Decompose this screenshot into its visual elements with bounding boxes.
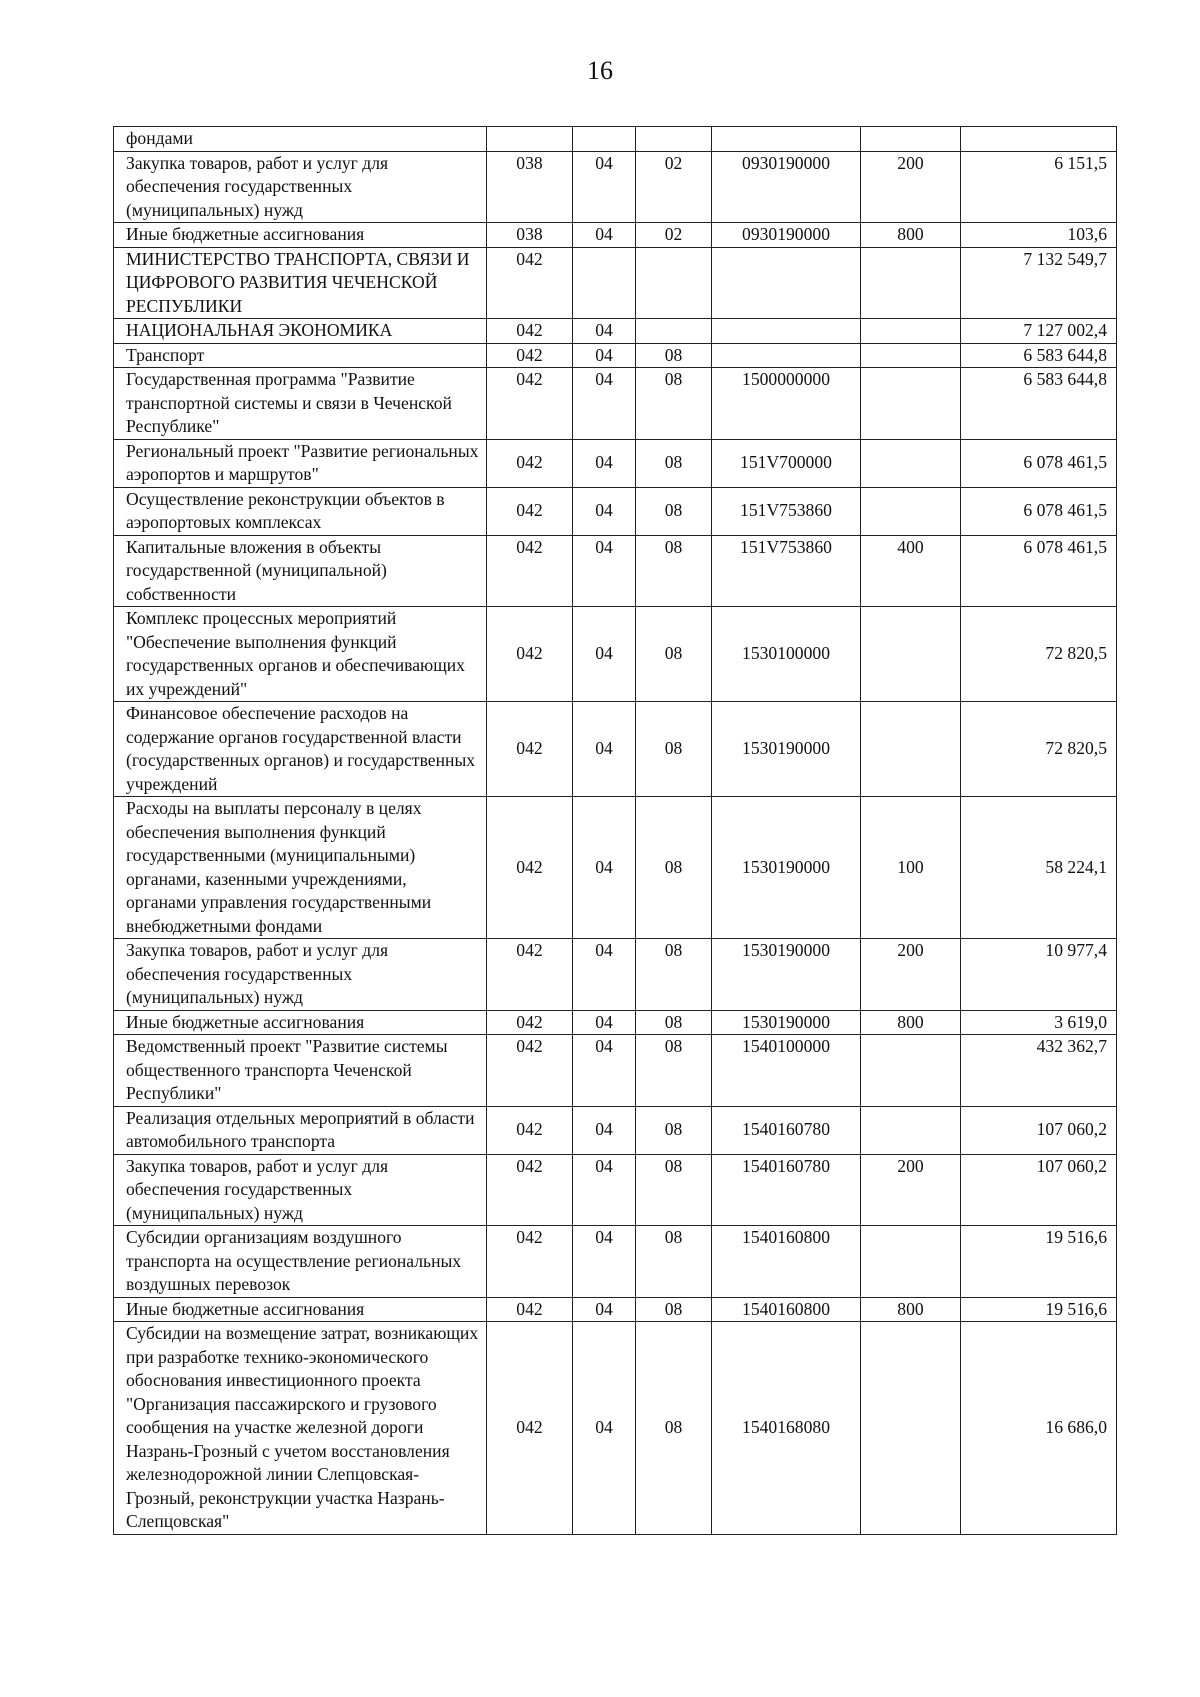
target-article-code-cell: 1540160800 <box>712 1226 861 1298</box>
amount-cell: 72 820,5 <box>961 702 1117 797</box>
row-name-cell: НАЦИОНАЛЬНАЯ ЭКОНОМИКА <box>114 319 487 344</box>
subsection-code-cell: 08 <box>636 1106 712 1154</box>
expense-type-code-cell: 100 <box>861 797 961 939</box>
ministry-code-cell: 042 <box>487 797 573 939</box>
section-code-cell <box>573 127 636 152</box>
row-name-cell: Осуществление реконструкции объектов в аэропортовых комплексах <box>114 487 487 535</box>
target-article-code-cell <box>712 319 861 344</box>
row-name-cell: Закупка товаров, работ и услуг для обеспечения государственных (муниципальных) нужд <box>114 151 487 223</box>
expense-type-code-cell <box>861 368 961 440</box>
ministry-code-cell: 042 <box>487 535 573 607</box>
ministry-code-cell: 042 <box>487 343 573 368</box>
ministry-code-cell: 042 <box>487 1010 573 1035</box>
table-row <box>114 439 1117 487</box>
subsection-code-cell: 08 <box>636 1322 712 1535</box>
amount-cell: 6 078 461,5 <box>961 439 1117 487</box>
subsection-code-cell: 08 <box>636 439 712 487</box>
target-article-code-cell: 1540100000 <box>712 1035 861 1107</box>
expense-type-code-cell <box>861 127 961 152</box>
target-article-code-cell: 1540160780 <box>712 1154 861 1226</box>
expense-type-code-cell <box>861 343 961 368</box>
subsection-code-cell: 08 <box>636 343 712 368</box>
amount-cell: 107 060,2 <box>961 1154 1117 1226</box>
amount-cell: 7 127 002,4 <box>961 319 1117 344</box>
subsection-code-cell: 08 <box>636 1226 712 1298</box>
section-code-cell: 04 <box>573 1010 636 1035</box>
row-name-cell: Региональный проект "Развитие региональных аэропортов и маршрутов" <box>114 439 487 487</box>
target-article-code-cell: 1530190000 <box>712 797 861 939</box>
subsection-code-cell: 08 <box>636 1297 712 1322</box>
section-code-cell: 04 <box>573 1154 636 1226</box>
row-name-cell: Капитальные вложения в объекты государственной (муниципальной) собственности <box>114 535 487 607</box>
section-code-cell: 04 <box>573 797 636 939</box>
target-article-code-cell: 0930190000 <box>712 223 861 248</box>
ministry-code-cell: 042 <box>487 1106 573 1154</box>
amount-cell: 6 151,5 <box>961 151 1117 223</box>
ministry-code-cell: 042 <box>487 702 573 797</box>
ministry-code-cell: 042 <box>487 319 573 344</box>
ministry-code-cell <box>487 127 573 152</box>
expense-type-code-cell <box>861 1106 961 1154</box>
subsection-code-cell <box>636 127 712 152</box>
target-article-code-cell: 151V753860 <box>712 535 861 607</box>
expense-type-code-cell <box>861 1322 961 1535</box>
target-article-code-cell: 1530190000 <box>712 1010 861 1035</box>
table-row <box>114 1106 1117 1154</box>
subsection-code-cell: 08 <box>636 797 712 939</box>
row-name-cell: Иные бюджетные ассигнования <box>114 1010 487 1035</box>
ministry-code-cell: 038 <box>487 223 573 248</box>
amount-cell: 19 516,6 <box>961 1297 1117 1322</box>
section-code-cell: 04 <box>573 1226 636 1298</box>
row-name-cell: фондами <box>114 127 487 152</box>
row-name-cell: Финансовое обеспечение расходов на содержание органов государственной власти (государственных органов) и государственных учреждений <box>114 702 487 797</box>
table-row <box>114 1010 1117 1035</box>
ministry-code-cell: 042 <box>487 247 573 319</box>
table-row <box>114 1154 1117 1226</box>
row-name-cell: Расходы на выплаты персоналу в целях обеспечения выполнения функций государственными (муниципальными) органами, казенными учреждениями, органами управления государственными внебюджетными фондами <box>114 797 487 939</box>
subsection-code-cell: 02 <box>636 223 712 248</box>
amount-cell: 103,6 <box>961 223 1117 248</box>
row-name-cell: Закупка товаров, работ и услуг для обеспечения государственных (муниципальных) нужд <box>114 939 487 1011</box>
ministry-code-cell: 042 <box>487 1226 573 1298</box>
subsection-code-cell: 08 <box>636 535 712 607</box>
section-code-cell: 04 <box>573 535 636 607</box>
target-article-code-cell: 151V753860 <box>712 487 861 535</box>
amount-cell: 6 583 644,8 <box>961 343 1117 368</box>
ministry-code-cell: 038 <box>487 151 573 223</box>
expense-type-code-cell: 400 <box>861 535 961 607</box>
row-name-cell: Иные бюджетные ассигнования <box>114 1297 487 1322</box>
section-code-cell: 04 <box>573 607 636 702</box>
expense-type-code-cell <box>861 607 961 702</box>
table-row <box>114 487 1117 535</box>
target-article-code-cell: 1540160780 <box>712 1106 861 1154</box>
row-name-cell: Субсидии организациям воздушного транспорта на осуществление региональных воздушных перевозок <box>114 1226 487 1298</box>
table-row <box>114 127 1117 152</box>
table-row <box>114 1322 1117 1535</box>
target-article-code-cell: 1530100000 <box>712 607 861 702</box>
expense-type-code-cell: 800 <box>861 1010 961 1035</box>
table-row <box>114 797 1117 939</box>
target-article-code-cell <box>712 247 861 319</box>
target-article-code-cell: 0930190000 <box>712 151 861 223</box>
table-row <box>114 607 1117 702</box>
amount-cell: 6 078 461,5 <box>961 487 1117 535</box>
target-article-code-cell: 1540168080 <box>712 1322 861 1535</box>
target-article-code-cell <box>712 127 861 152</box>
table-row <box>114 1297 1117 1322</box>
row-name-cell: Комплекс процессных мероприятий "Обеспечение выполнения функций государственных органов и обеспечивающих их учреждений" <box>114 607 487 702</box>
target-article-code-cell: 1540160800 <box>712 1297 861 1322</box>
expense-type-code-cell: 800 <box>861 1297 961 1322</box>
ministry-code-cell: 042 <box>487 1154 573 1226</box>
ministry-code-cell: 042 <box>487 487 573 535</box>
row-name-cell: Реализация отдельных мероприятий в области автомобильного транспорта <box>114 1106 487 1154</box>
amount-cell: 3 619,0 <box>961 1010 1117 1035</box>
section-code-cell: 04 <box>573 939 636 1011</box>
subsection-code-cell: 08 <box>636 1154 712 1226</box>
section-code-cell: 04 <box>573 487 636 535</box>
target-article-code-cell: 1530190000 <box>712 939 861 1011</box>
amount-cell: 7 132 549,7 <box>961 247 1117 319</box>
amount-cell: 16 686,0 <box>961 1322 1117 1535</box>
subsection-code-cell: 08 <box>636 1010 712 1035</box>
expense-type-code-cell: 800 <box>861 223 961 248</box>
expense-type-code-cell <box>861 439 961 487</box>
ministry-code-cell: 042 <box>487 1322 573 1535</box>
section-code-cell <box>573 247 636 319</box>
page-number: 16 <box>587 56 613 85</box>
section-code-cell: 04 <box>573 368 636 440</box>
section-code-cell: 04 <box>573 1106 636 1154</box>
target-article-code-cell <box>712 343 861 368</box>
row-name-cell: Закупка товаров, работ и услуг для обеспечения государственных (муниципальных) нужд <box>114 1154 487 1226</box>
section-code-cell: 04 <box>573 1322 636 1535</box>
section-code-cell: 04 <box>573 702 636 797</box>
section-code-cell: 04 <box>573 223 636 248</box>
table-row <box>114 368 1117 440</box>
amount-cell: 72 820,5 <box>961 607 1117 702</box>
target-article-code-cell: 1530190000 <box>712 702 861 797</box>
expense-type-code-cell: 200 <box>861 939 961 1011</box>
ministry-code-cell: 042 <box>487 607 573 702</box>
budget-table <box>113 126 1117 1535</box>
subsection-code-cell: 08 <box>636 939 712 1011</box>
subsection-code-cell: 02 <box>636 151 712 223</box>
table-row <box>114 223 1117 248</box>
expense-type-code-cell: 200 <box>861 151 961 223</box>
section-code-cell: 04 <box>573 151 636 223</box>
row-name-cell: Ведомственный проект "Развитие системы общественного транспорта Чеченской Республики" <box>114 1035 487 1107</box>
budget-table-body <box>114 127 1117 1535</box>
expense-type-code-cell <box>861 247 961 319</box>
table-row <box>114 535 1117 607</box>
row-name-cell: Транспорт <box>114 343 487 368</box>
amount-cell: 432 362,7 <box>961 1035 1117 1107</box>
table-row <box>114 1226 1117 1298</box>
amount-cell: 6 078 461,5 <box>961 535 1117 607</box>
ministry-code-cell: 042 <box>487 1035 573 1107</box>
expense-type-code-cell <box>861 487 961 535</box>
subsection-code-cell <box>636 247 712 319</box>
table-row <box>114 702 1117 797</box>
subsection-code-cell: 08 <box>636 702 712 797</box>
table-row <box>114 247 1117 319</box>
amount-cell: 19 516,6 <box>961 1226 1117 1298</box>
table-row <box>114 939 1117 1011</box>
target-article-code-cell: 151V700000 <box>712 439 861 487</box>
row-name-cell: МИНИСТЕРСТВО ТРАНСПОРТА, СВЯЗИ И ЦИФРОВОГО РАЗВИТИЯ ЧЕЧЕНСКОЙ РЕСПУБЛИКИ <box>114 247 487 319</box>
row-name-cell: Государственная программа "Развитие транспортной системы и связи в Чеченской Республике" <box>114 368 487 440</box>
section-code-cell: 04 <box>573 439 636 487</box>
expense-type-code-cell <box>861 319 961 344</box>
table-row <box>114 343 1117 368</box>
expense-type-code-cell: 200 <box>861 1154 961 1226</box>
amount-cell: 107 060,2 <box>961 1106 1117 1154</box>
ministry-code-cell: 042 <box>487 439 573 487</box>
subsection-code-cell: 08 <box>636 487 712 535</box>
expense-type-code-cell <box>861 1226 961 1298</box>
budget-table-container <box>113 126 1116 1535</box>
subsection-code-cell: 08 <box>636 368 712 440</box>
amount-cell: 58 224,1 <box>961 797 1117 939</box>
table-row <box>114 319 1117 344</box>
subsection-code-cell: 08 <box>636 607 712 702</box>
expense-type-code-cell <box>861 1035 961 1107</box>
row-name-cell: Иные бюджетные ассигнования <box>114 223 487 248</box>
section-code-cell: 04 <box>573 1035 636 1107</box>
amount-cell: 6 583 644,8 <box>961 368 1117 440</box>
row-name-cell: Субсидии на возмещение затрат, возникающих при разработке технико-экономического обоснования инвестиционного проекта "Организация пассажирского и грузового сообщения на участке железной дороги Назрань-Грозный с учетом восстановления железнодорожной линии Слепцовская-Грозный, реконструкции участка Назрань-Слепцовская" <box>114 1322 487 1535</box>
section-code-cell: 04 <box>573 343 636 368</box>
section-code-cell: 04 <box>573 319 636 344</box>
ministry-code-cell: 042 <box>487 1297 573 1322</box>
table-row <box>114 1035 1117 1107</box>
subsection-code-cell: 08 <box>636 1035 712 1107</box>
section-code-cell: 04 <box>573 1297 636 1322</box>
target-article-code-cell: 1500000000 <box>712 368 861 440</box>
expense-type-code-cell <box>861 702 961 797</box>
ministry-code-cell: 042 <box>487 368 573 440</box>
amount-cell: 10 977,4 <box>961 939 1117 1011</box>
table-row <box>114 151 1117 223</box>
ministry-code-cell: 042 <box>487 939 573 1011</box>
amount-cell <box>961 127 1117 152</box>
subsection-code-cell <box>636 319 712 344</box>
